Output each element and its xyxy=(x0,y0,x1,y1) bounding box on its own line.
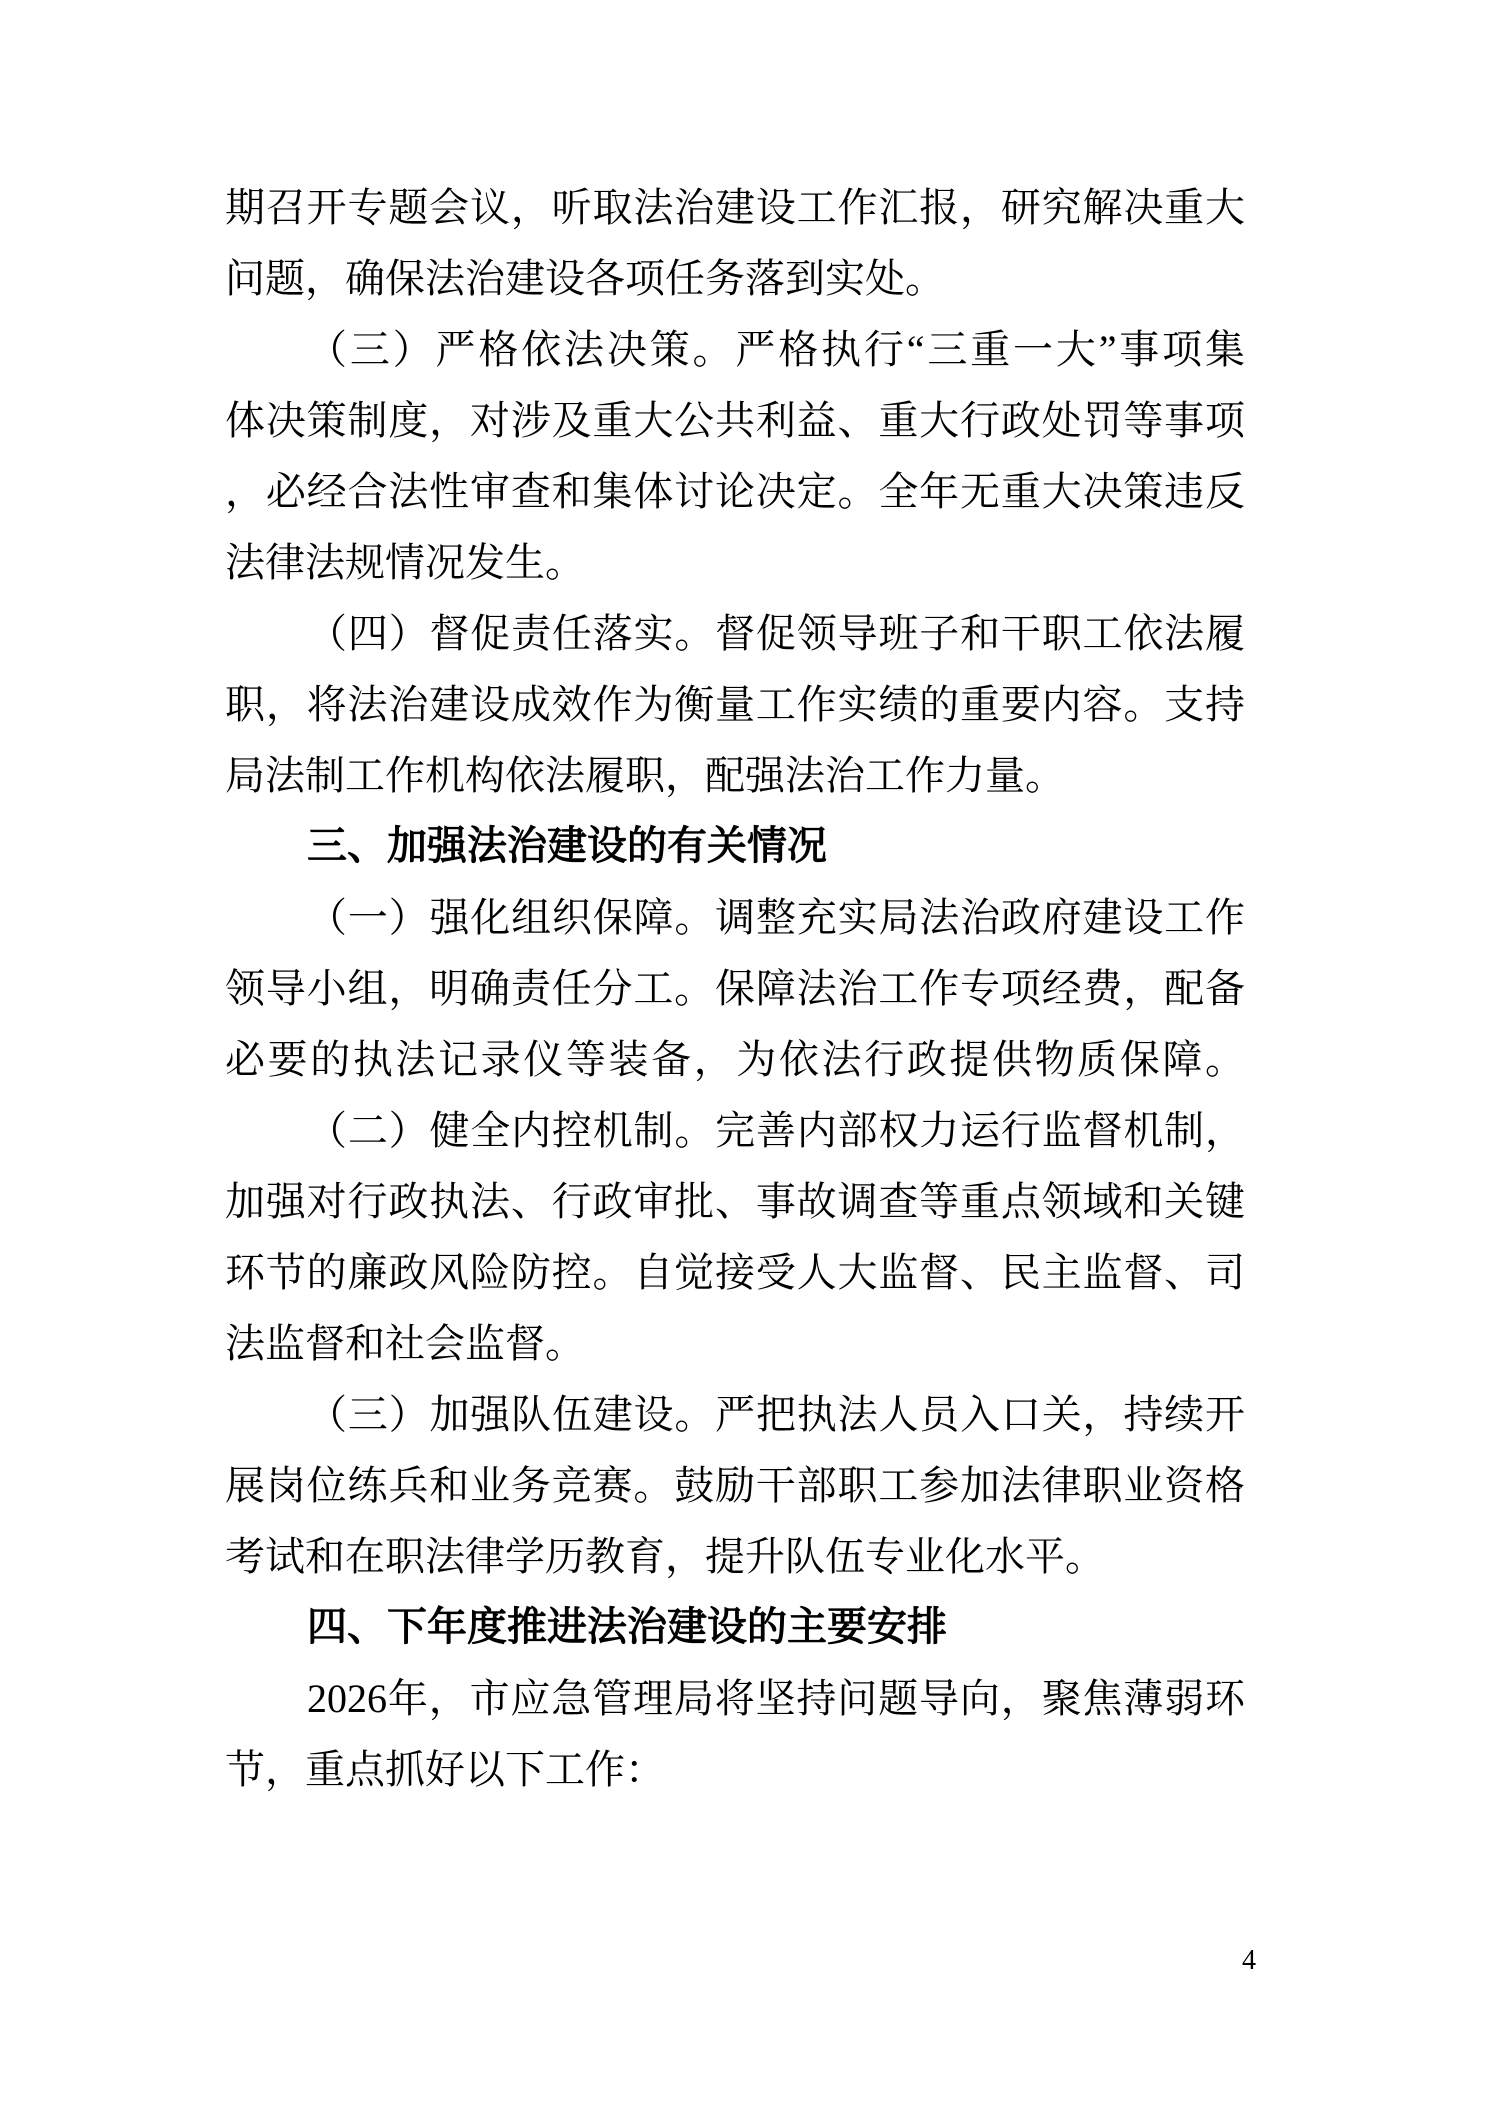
text-line: 职，将法治建设成效作为衡量工作实绩的重要内容。支持 xyxy=(225,682,1245,727)
text-line: 问题，确保法治建设各项任务落到实处。 xyxy=(225,256,945,301)
text-line: 展岗位练兵和业务竞赛。鼓励干部职工参加法律职业资格 xyxy=(225,1463,1245,1508)
text-line: 法监督和社会监督。 xyxy=(225,1321,585,1366)
text-line: ，必经合法性审查和集体讨论决定。全年无重大决策违反 xyxy=(225,469,1245,514)
text-line: 加强对行政执法、行政审批、事故调查等重点领域和关键 xyxy=(225,1179,1245,1224)
text-line: 必要的执法记录仪等装备，为依法行政提供物质保障。 xyxy=(225,1037,1245,1082)
text-line: 领导小组，明确责任分工。保障法治工作专项经费，配备 xyxy=(225,966,1245,1011)
text-line: （一）强化组织保障。调整充实局法治政府建设工作 xyxy=(307,895,1245,940)
text-line: 法律法规情况发生。 xyxy=(225,540,585,585)
text-line: 局法制工作机构依法履职，配强法治工作力量。 xyxy=(225,753,1065,798)
document-body xyxy=(225,172,1245,1805)
text-line: （四）督促责任落实。督促领导班子和干职工依法履 xyxy=(307,611,1245,656)
text-line: （二）健全内控机制。完善内部权力运行监督机制， xyxy=(307,1108,1245,1153)
text-line: 环节的廉政风险防控。自觉接受人大监督、民主监督、司 xyxy=(225,1250,1245,1295)
text-line: 2026年，市应急管理局将坚持问题导向，聚焦薄弱环 xyxy=(307,1676,1245,1721)
page-number: 4 xyxy=(1242,1945,1256,1976)
text-line: 期召开专题会议，听取法治建设工作汇报，研究解决重大 xyxy=(225,185,1245,230)
section-heading: 四、下年度推进法治建设的主要安排 xyxy=(307,1605,947,1649)
text-line: （三）加强队伍建设。严把执法人员入口关，持续开 xyxy=(307,1392,1245,1437)
text-line: （三）严格依法决策。严格执行“三重一大”事项集 xyxy=(307,327,1245,372)
text-line: 体决策制度，对涉及重大公共利益、重大行政处罚等事项 xyxy=(225,398,1245,443)
text-line: 考试和在职法律学历教育，提升队伍专业化水平。 xyxy=(225,1534,1105,1579)
section-heading: 三、加强法治建设的有关情况 xyxy=(307,824,827,868)
text-line: 节，重点抓好以下工作： xyxy=(225,1747,665,1792)
